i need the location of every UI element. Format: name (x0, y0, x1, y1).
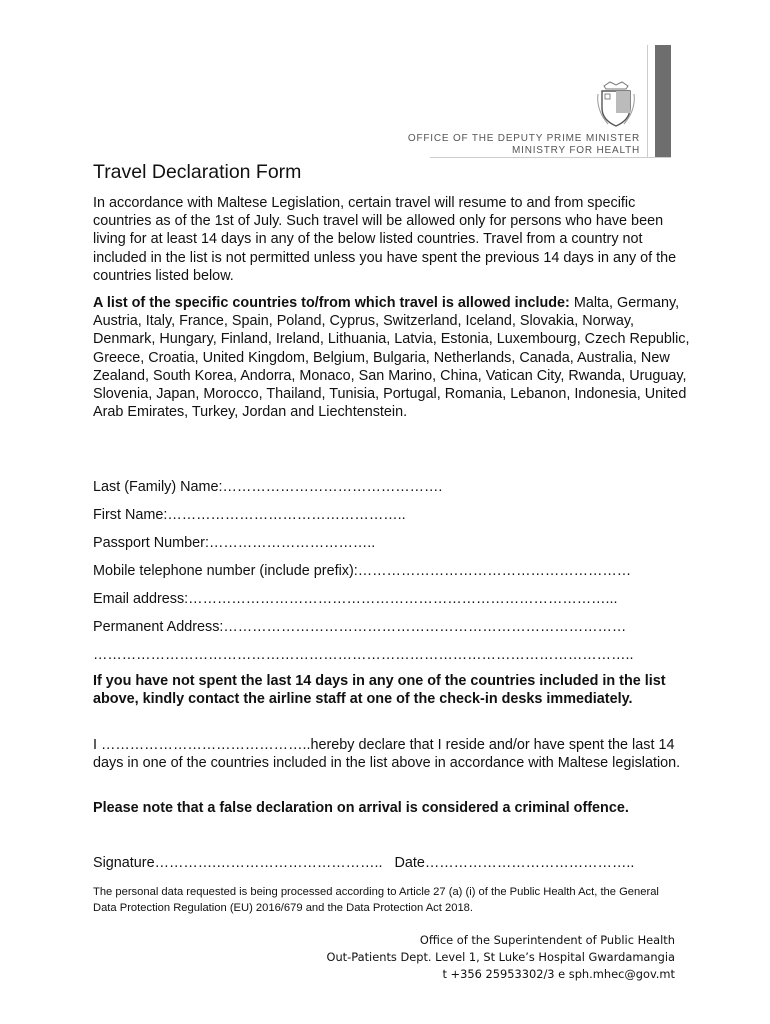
countries-paragraph (93, 294, 693, 421)
last-name-field[interactable]: Last (Family) Name:………………………………………. (93, 479, 443, 495)
first-name-field[interactable]: First Name:………………………………………….. (93, 507, 406, 523)
footer-office: Office of the Superintendent of Public Health (419, 933, 675, 947)
ministry-name (408, 133, 640, 157)
footer-phone-email: t +356 25953302/3 e sph.mhec@gov.mt (442, 967, 675, 981)
letterhead-accent-bar (655, 45, 671, 157)
airline-warning: If you have not spent the last 14 days in any one of the countries included in the list above, kindly contact the airline staff at one of the check-in desks immediately. (93, 673, 666, 708)
signature-row (93, 855, 634, 871)
declaration-statement[interactable]: I ……………………………………..hereby declare that I reside and/or have spent the last 14 days in one of the countries included in the list above in accordance with Maltese legislation. (93, 737, 681, 772)
mobile-number-field[interactable]: Mobile telephone number (include prefix):………………………………………………… (93, 563, 632, 579)
countries-heading: A list of the specific countries to/from which travel is allowed include: (93, 295, 570, 311)
email-field[interactable]: Email address:……………………………………………………………………………... (93, 591, 618, 607)
permanent-address-continuation[interactable]: ………………………………………………………………………………………………….. (93, 647, 634, 663)
letterhead (0, 0, 770, 165)
office-line-2: MINISTRY FOR HEALTH (512, 145, 640, 156)
permanent-address-field[interactable]: Permanent Address:………………………………………………………………………… (93, 619, 627, 635)
letterhead-divider (647, 45, 648, 157)
office-line-1: OFFICE OF THE DEPUTY PRIME MINISTER (407, 133, 640, 144)
date-field[interactable]: Date…………………………………….. (394, 855, 635, 871)
malta-coat-of-arms-icon (596, 80, 636, 128)
countries-list: Malta, Germany, Austria, Italy, France, Spain, Poland, Cyprus, Switzerland, Iceland, Slovakia, Norway, Denmark, Hungary, Finland, Ireland, Lithuania, Latvia, Estonia, Luxembourg, Czech Republic, Greece, Croatia, United Kingdom, Belgium, Bulgaria, Netherlands, Canada, Australia, New Zealand, South Korea, Andorra, Monaco, San Marino, China, Vatican City, Rwanda, Uruguay, Slovenia, Japan, Morocco, Thailand, Tunisia, Portugal, Romania, Lebanon, Indonesia, United Arab Emirates, Turkey, Jordan and Liechtenstein. (93, 295, 690, 421)
passport-number-field[interactable]: Passport Number:…………………………….. (93, 535, 376, 551)
intro-paragraph: In accordance with Maltese Legislation, certain travel will resume to and from specific countries as of the 1st of July. Such travel will be allowed only for persons who have been living for at least 14 days in any of the below listed countries. Travel from a country not included in the list is not permitted unless you have spent the previous 14 days in any of the countries listed below. (93, 195, 677, 284)
footer-address: Out-Patients Dept. Level 1, St Luke’s Hospital Gwardamangia (326, 950, 675, 964)
form-title: Travel Declaration Form (93, 161, 302, 183)
criminal-offence-notice: Please note that a false declaration on arrival is considered a criminal offence. (93, 800, 629, 816)
footer-contact (326, 932, 675, 983)
privacy-notice: The personal data requested is being processed according to Article 27 (a) (i) of the Public Health Act, the General Data Protection Regulation (EU) 2016/679 and the Data Protection Act 2018. (93, 886, 659, 914)
letterhead-rule (430, 157, 671, 158)
signature-field[interactable]: Signature………….…………………………….. (93, 855, 383, 871)
